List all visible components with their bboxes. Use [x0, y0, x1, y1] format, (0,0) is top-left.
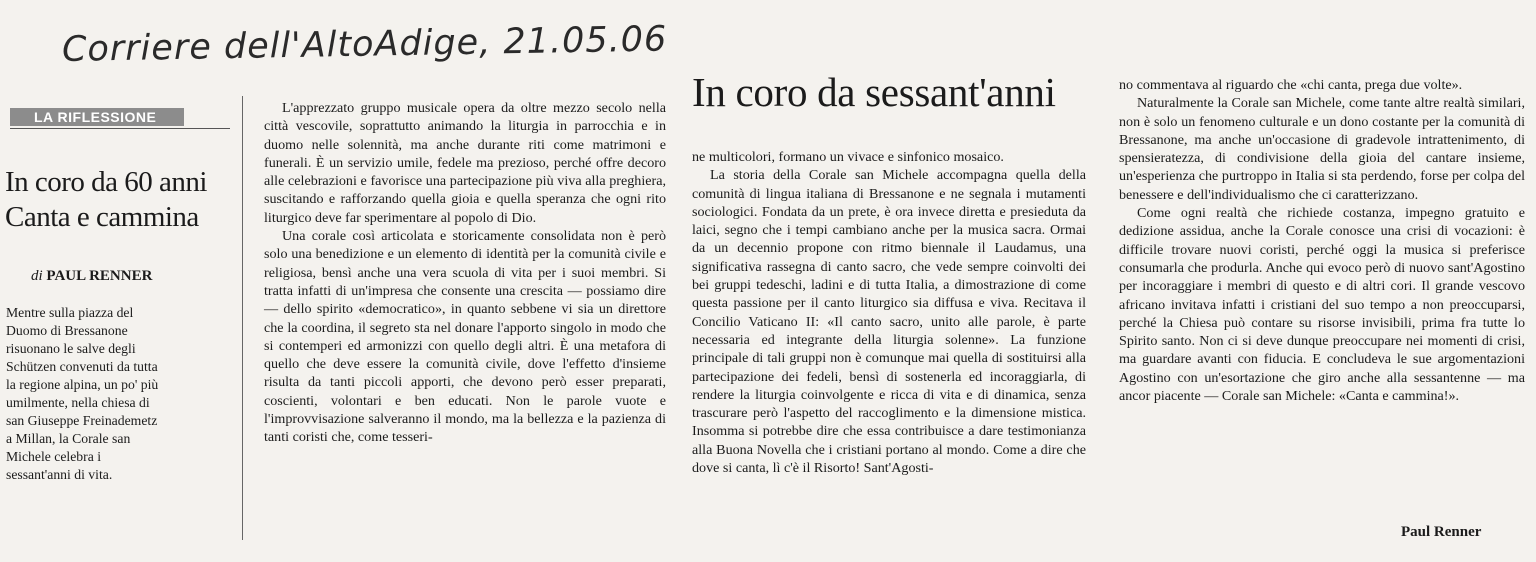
column-divider: [242, 96, 243, 540]
lead-line: sessant'anni di vita.: [6, 467, 113, 482]
lead-line: san Giuseppe Freinademetz: [6, 413, 158, 428]
sidebar-headline-line-1: In coro da 60 anni: [5, 166, 207, 198]
article-column-3: [1119, 76, 1525, 405]
sidebar-headline: [5, 165, 235, 235]
article-column-1: [264, 99, 666, 447]
article-paragraph: Naturalmente la Corale san Michele, come tante altre realtà similari, non è solo un fenomeno culturale e un dono costante per la comunità di Bressanone, ma anche un'occasione di gradevole intrattenimento, di spensieratezza, di condivisione della gioia del cantare insieme, un'esperienza che purtroppo in Italia si sta perdendo, forse per colpa del benessere e dell'individualismo che ci caratterizzano.: [1119, 95, 1525, 203]
lead-line: umilmente, nella chiesa di: [6, 395, 150, 410]
section-kicker: LA RIFLESSIONE: [10, 108, 184, 126]
article-paragraph: no commentava al riguardo che «chi canta, prega due volte».: [1119, 77, 1463, 93]
kicker-divider: [10, 128, 230, 129]
byline: [31, 266, 231, 286]
lead-paragraph: [6, 304, 234, 484]
lead-line: la regione alpina, un po' più: [6, 377, 159, 392]
lead-line: risuonano le salve degli: [6, 341, 136, 356]
lead-line: a Millan, la Corale san: [6, 431, 131, 446]
lead-line: Schützen convenuti da tutta: [6, 359, 158, 374]
author-signature: Paul Renner: [1401, 524, 1482, 540]
lead-line: Duomo di Bressanone: [6, 323, 128, 338]
sidebar-headline-line-2: Canta e cammina: [5, 201, 199, 233]
handwritten-source-note: Corriere dell'AltoAdige, 21.05.06: [61, 19, 668, 70]
byline-prefix: di: [31, 268, 43, 284]
lead-line: Mentre sulla piazza del: [6, 305, 134, 320]
article-paragraph: La storia della Corale san Michele accompagna quella della comunità di lingua italiana di Bressanone e ne segnala i mutamenti sociologici. Fondata da un prete, è ora invece diretta e presieduta da laici, segno che i tempi cambiano anche per la musica sacra. Ormai da un decennio propone con ritmo biennale il Laudamus, una significativa rassegna di canto sacro, che vede sempre coinvolti dei bei gruppi tedeschi, ladini e di tutta Italia, a dimostrazione di come questa passione per il canto liturgico sia diffusa e viva. Recitava il Concilio Vaticano II: «Il canto sacro, unito alle parole, è parte necessaria ed integrante della liturgia solenne». La funzione principale di tali gruppi non è comunque mai quella di sostituirsi alla partecipazione dei fedeli, bensì di sostenerla ed incoraggiarla, di rendere la liturgia coinvolgente e ricca di vita e di dinamica, senza trascurare però l'aspetto del raccoglimento e la dimensione mistica. Insomma si potrebbe dire che essa contribuisce a dare testimonianza alla Buona Novella che i cristiani portano al mondo. Come a dire che dove si canta, lì c'è il Risorto! Sant'Agosti-: [692, 167, 1086, 477]
lead-line: Michele celebra i: [6, 449, 101, 464]
byline-author: PAUL RENNER: [46, 268, 153, 284]
article-paragraph: Come ogni realtà che richiede costanza, impegno gratuito e dedizione assidua, anche la Corale conosce una crisi di vocazioni: è difficile trovare nuovi coristi, perché oggi la musica si preferisce consumarla che produrla. Anche qui evoco però di nuovo sant'Agostino per incoraggiare i membri di questo e di altri cori. Il grande vescovo africano invitava infatti i cristiani del suo tempo a non preoccuparsi, perché la Chiesa può contare su risorse invisibili, prima fra tutte lo Spirito santo. Non ci si deve dunque preoccupare nei momenti di crisi, ma guardare avanti con fiducia. E concludeva le sue argomentazioni Agostino con un'esortazione che giro anche alla sessantenne — ma ancor piacente — Corale san Michele: «Canta e cammina!».: [1119, 205, 1525, 405]
article-paragraph: Una corale così articolata e storicamente consolidata non è però solo una benedizione e un elemento di identità per la comunità civile e religiosa, bensì anche una vera scuola di vita per i suoi membri. Si tratta infatti di un'impresa che consente una crescita — possiamo dire — dello spirito «democratico», in quanto sebbene vi sia un direttore che la coordina, il segreto sta nel donare l'apporto singolo in modo che si contemperi ed armonizzi con quello degli altri. È una metafora di quello che deve essere la comunità civile, dove l'effetto d'insieme risulta da tanti piccoli apporti, che devono però esser preparati, coscienti, volontari e ben educati. Non le parole vuote e l'improvvisazione salveranno il mondo, ma la bellezza e la pazienza di tanti coristi che, come tesseri-: [264, 228, 666, 446]
article-column-2: [692, 148, 1086, 477]
article-paragraph: ne multicolori, formano un vivace e sinfonico mosaico.: [692, 149, 1004, 165]
main-headline: In coro da sessant'anni: [692, 69, 1056, 115]
article-paragraph: L'apprezzato gruppo musicale opera da oltre mezzo secolo nella città vescovile, soprattutto animando la liturgia in parrocchia e in duomo nelle solennità, ma anche durante riti come matrimoni e funerali. È un servizio umile, fedele ma prezioso, perché offre decoro alle celebrazioni e favorisce una partecipazione più viva alla preghiera, suscitando e rafforzando quella gioia e quella speranza che ogni rito liturgico deve far sperimentare al popolo di Dio.: [264, 100, 666, 226]
